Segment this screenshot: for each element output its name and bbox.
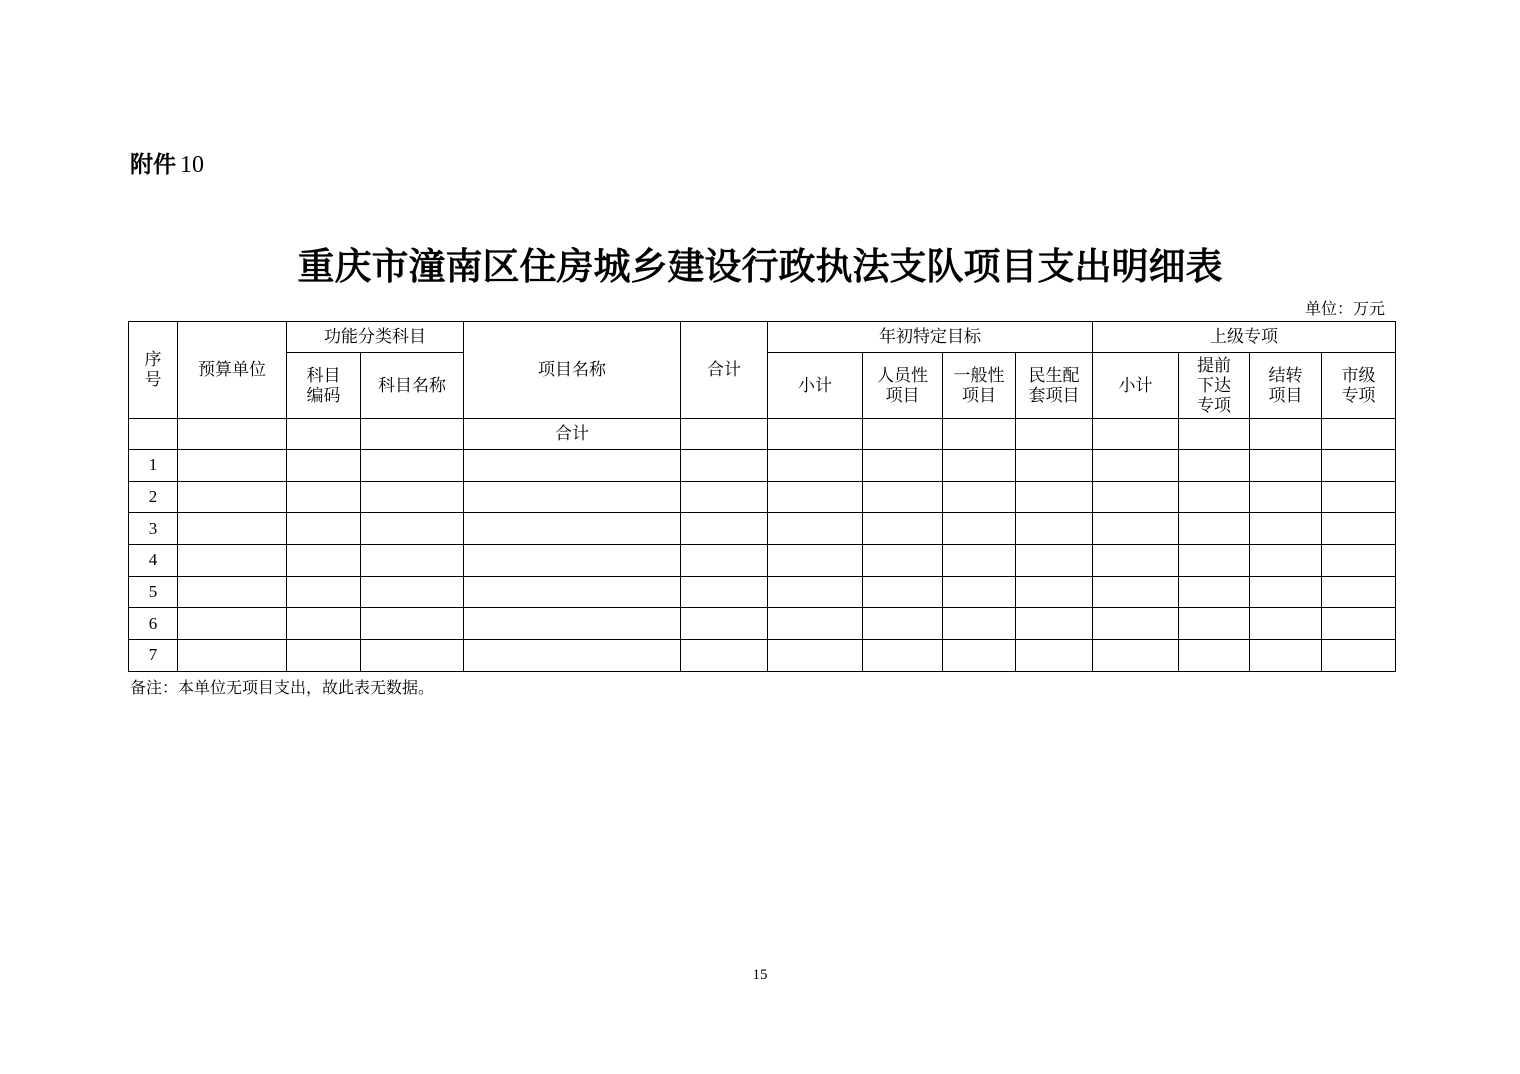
table-cell xyxy=(287,576,361,608)
table-row xyxy=(129,545,1396,577)
table-cell xyxy=(863,513,943,545)
table-cell xyxy=(1179,576,1250,608)
table-cell xyxy=(943,640,1016,672)
row-number: 4 xyxy=(129,545,178,577)
row-number: 7 xyxy=(129,640,178,672)
table-cell xyxy=(1322,608,1396,640)
header-annual-subtotal: 小计 xyxy=(768,353,863,419)
table-cell xyxy=(178,640,287,672)
table-cell xyxy=(943,608,1016,640)
table-cell xyxy=(361,450,464,482)
table-cell xyxy=(178,481,287,513)
table-cell xyxy=(1093,450,1179,482)
table-cell xyxy=(287,481,361,513)
table-cell xyxy=(1322,576,1396,608)
table-cell xyxy=(287,513,361,545)
table-row xyxy=(129,513,1396,545)
header-seq: 序 号 xyxy=(129,322,178,419)
table-cell xyxy=(1016,576,1093,608)
unit-label: 单位：万元 xyxy=(1304,301,1385,318)
table-cell xyxy=(178,608,287,640)
table-cell xyxy=(361,513,464,545)
header-project-name: 项目名称 xyxy=(464,322,681,419)
table-cell xyxy=(1322,481,1396,513)
header-city-level: 市级 专项 xyxy=(1322,353,1396,419)
header-general: 一般性 项目 xyxy=(943,353,1016,419)
table-row xyxy=(129,450,1396,482)
table-cell xyxy=(1322,545,1396,577)
row-number: 2 xyxy=(129,481,178,513)
row-number: 1 xyxy=(129,450,178,482)
table-cell xyxy=(1016,513,1093,545)
table-cell xyxy=(361,608,464,640)
header-annual-target: 年初特定目标 xyxy=(768,322,1093,353)
table-cell xyxy=(1322,513,1396,545)
table-cell xyxy=(1093,513,1179,545)
table-cell xyxy=(1250,481,1322,513)
table-cell xyxy=(1093,608,1179,640)
table-cell xyxy=(1250,450,1322,482)
table-cell xyxy=(1179,545,1250,577)
table-cell xyxy=(1016,608,1093,640)
table-cell xyxy=(768,419,863,450)
table-cell xyxy=(863,450,943,482)
header-carryover: 结转 项目 xyxy=(1250,353,1322,419)
table-row xyxy=(129,576,1396,608)
table-cell xyxy=(681,545,768,577)
table-cell xyxy=(768,450,863,482)
table-cell xyxy=(1250,576,1322,608)
header-total: 合计 xyxy=(681,322,768,419)
table-cell xyxy=(1179,640,1250,672)
table-cell xyxy=(287,608,361,640)
table-cell xyxy=(1250,608,1322,640)
table-cell xyxy=(464,513,681,545)
table-cell xyxy=(943,419,1016,450)
table-cell xyxy=(361,576,464,608)
table-cell xyxy=(287,640,361,672)
page-title: 重庆市潼南区住房城乡建设行政执法支队项目支出明细表 xyxy=(297,244,1223,288)
table-cell xyxy=(1093,419,1179,450)
table-cell xyxy=(943,450,1016,482)
table-cell xyxy=(1016,419,1093,450)
table-cell xyxy=(768,545,863,577)
table-cell xyxy=(361,481,464,513)
table-cell xyxy=(681,576,768,608)
table-cell xyxy=(1179,608,1250,640)
table-cell xyxy=(863,608,943,640)
table-cell xyxy=(681,513,768,545)
table-cell xyxy=(1093,545,1179,577)
table-cell xyxy=(1016,545,1093,577)
table-cell xyxy=(1179,419,1250,450)
table-cell xyxy=(943,481,1016,513)
table-cell xyxy=(464,450,681,482)
total-row-label: 合计 xyxy=(464,419,681,450)
table-row xyxy=(129,608,1396,640)
table-cell xyxy=(464,576,681,608)
header-livelihood: 民生配 套项目 xyxy=(1016,353,1093,419)
table-cell xyxy=(768,481,863,513)
header-row-1 xyxy=(129,322,1396,353)
header-func-category: 功能分类科目 xyxy=(287,322,464,353)
header-superior: 上级专项 xyxy=(1093,322,1396,353)
table-cell xyxy=(1250,513,1322,545)
footnote: 备注：本单位无项目支出，故此表无数据。 xyxy=(130,680,435,697)
table-cell xyxy=(768,576,863,608)
table-cell xyxy=(464,640,681,672)
table-cell xyxy=(1250,419,1322,450)
table-body xyxy=(129,450,1396,672)
table-cell xyxy=(287,450,361,482)
table-cell xyxy=(361,419,464,450)
table-cell xyxy=(1093,481,1179,513)
table-cell xyxy=(863,481,943,513)
table-cell xyxy=(1093,576,1179,608)
page-number: 15 xyxy=(752,967,768,983)
table-cell xyxy=(768,640,863,672)
attachment-text: 附件 xyxy=(130,152,176,178)
attachment-number: 10 xyxy=(180,152,204,178)
table-cell xyxy=(768,513,863,545)
table-cell xyxy=(943,576,1016,608)
table-cell xyxy=(178,419,287,450)
table-cell xyxy=(1322,450,1396,482)
table-cell xyxy=(287,419,361,450)
table-cell xyxy=(178,576,287,608)
table-cell xyxy=(1250,545,1322,577)
table-cell xyxy=(681,419,768,450)
table-cell xyxy=(863,545,943,577)
table-cell xyxy=(1016,481,1093,513)
table-cell xyxy=(178,450,287,482)
table-cell xyxy=(1179,481,1250,513)
table-cell xyxy=(1093,640,1179,672)
header-subject-code: 科目 编码 xyxy=(287,353,361,419)
header-budget-unit: 预算单位 xyxy=(178,322,287,419)
table-cell xyxy=(681,640,768,672)
table-row xyxy=(129,640,1396,672)
table-cell xyxy=(178,513,287,545)
table-cell xyxy=(1250,640,1322,672)
table-cell xyxy=(1179,450,1250,482)
header-superior-subtotal: 小计 xyxy=(1093,353,1179,419)
table-cell xyxy=(464,481,681,513)
row-number: 3 xyxy=(129,513,178,545)
attachment-label xyxy=(130,146,204,179)
table-cell xyxy=(1322,419,1396,450)
table-cell xyxy=(863,419,943,450)
table-cell xyxy=(1016,450,1093,482)
table-cell xyxy=(361,545,464,577)
expenditure-table xyxy=(128,321,1396,672)
row-number: 5 xyxy=(129,576,178,608)
table-cell xyxy=(361,640,464,672)
table-cell xyxy=(863,576,943,608)
total-row xyxy=(129,419,1396,450)
row-number: 6 xyxy=(129,608,178,640)
table-cell xyxy=(943,545,1016,577)
table-cell xyxy=(129,419,178,450)
header-advance: 提前 下达 专项 xyxy=(1179,353,1250,419)
table-cell xyxy=(1179,513,1250,545)
table-row xyxy=(129,481,1396,513)
table-cell xyxy=(464,545,681,577)
table-cell xyxy=(1016,640,1093,672)
table-cell xyxy=(863,640,943,672)
table-cell xyxy=(1322,640,1396,672)
header-personnel: 人员性 项目 xyxy=(863,353,943,419)
table-cell xyxy=(943,513,1016,545)
table-cell xyxy=(681,450,768,482)
table-cell xyxy=(768,608,863,640)
table-cell xyxy=(178,545,287,577)
table-cell xyxy=(681,481,768,513)
table-cell xyxy=(681,608,768,640)
table-cell xyxy=(287,545,361,577)
header-subject-name: 科目名称 xyxy=(361,353,464,419)
table-cell xyxy=(464,608,681,640)
